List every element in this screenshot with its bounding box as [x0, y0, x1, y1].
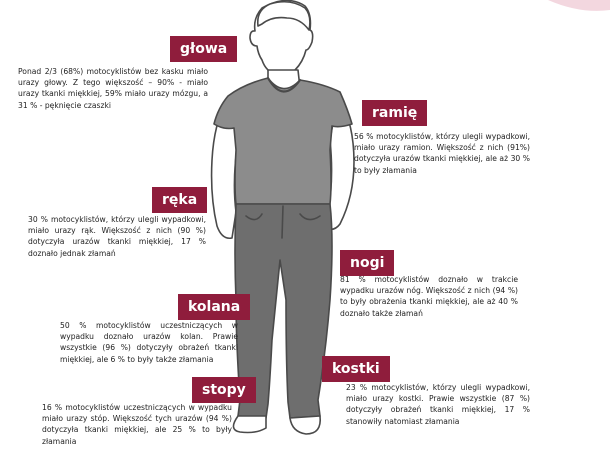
text-shoulder: 56 % motocyklistów, którzy ulegli wypadkowi, miało urazy ramion. Większość z nich (91%) dotyczyła urazów tkanki miękkiej, ale aż 30 % to były złamania	[354, 132, 530, 175]
text-head: Ponad 2/3 (68%) motocyklistów bez kasku miało urazy głowy. Z tego większość – 90% - miało urazy tkanki miękkiej, 59% miało urazy mózgu, a 31 % - pęknięcie czaszki	[18, 67, 208, 110]
tshirt-shape	[214, 78, 352, 204]
label-legs: nogi	[340, 250, 394, 276]
label-knees: kolana	[178, 294, 250, 320]
foot-right	[290, 416, 320, 434]
foot-left	[233, 416, 266, 433]
label-head: głowa	[170, 36, 237, 62]
text-legs: 81 % motocyklistów doznało w trakcie wypadku urazów nóg. Większość z nich (94 %) to były obrażenia tkanki miękkiej, ale aż 40 % doznało także złamań	[340, 275, 518, 318]
text-feet: 16 % motocyklistów uczestniczących w wypadku miało urazy stóp. Większość tych urazów (94 %) dotyczyła tkanki miękkiej, ale 25 % to były złamania	[42, 403, 232, 446]
text-knees: 50 % motocyklistów uczestniczących w wypadku doznało urazów kolan. Prawie wszystkie (96 %) dotyczyły obrażeń tkanki miękkiej, ale 6 % to były także złamania	[60, 321, 238, 364]
label-feet: stopy	[192, 377, 256, 403]
label-ankles: kostki	[322, 356, 390, 382]
label-hand: ręka	[152, 187, 207, 213]
text-ankles: 23 % motocyklistów, którzy ulegli wypadkowi, miało urazy kostki. Prawie wszystkie (87 %) dotyczyły obrażeń tkanki miękkiej, 17 % stanowiły natomiast złamania	[346, 383, 530, 426]
text-hand: 30 % motocyklistów, którzy ulegli wypadkowi, miało urazy rąk. Większość z nich (90 %) dotyczyła urazów tkanki miękkiej, 17 % doznało jednak złamań	[28, 215, 206, 258]
label-shoulder: ramię	[362, 100, 427, 126]
